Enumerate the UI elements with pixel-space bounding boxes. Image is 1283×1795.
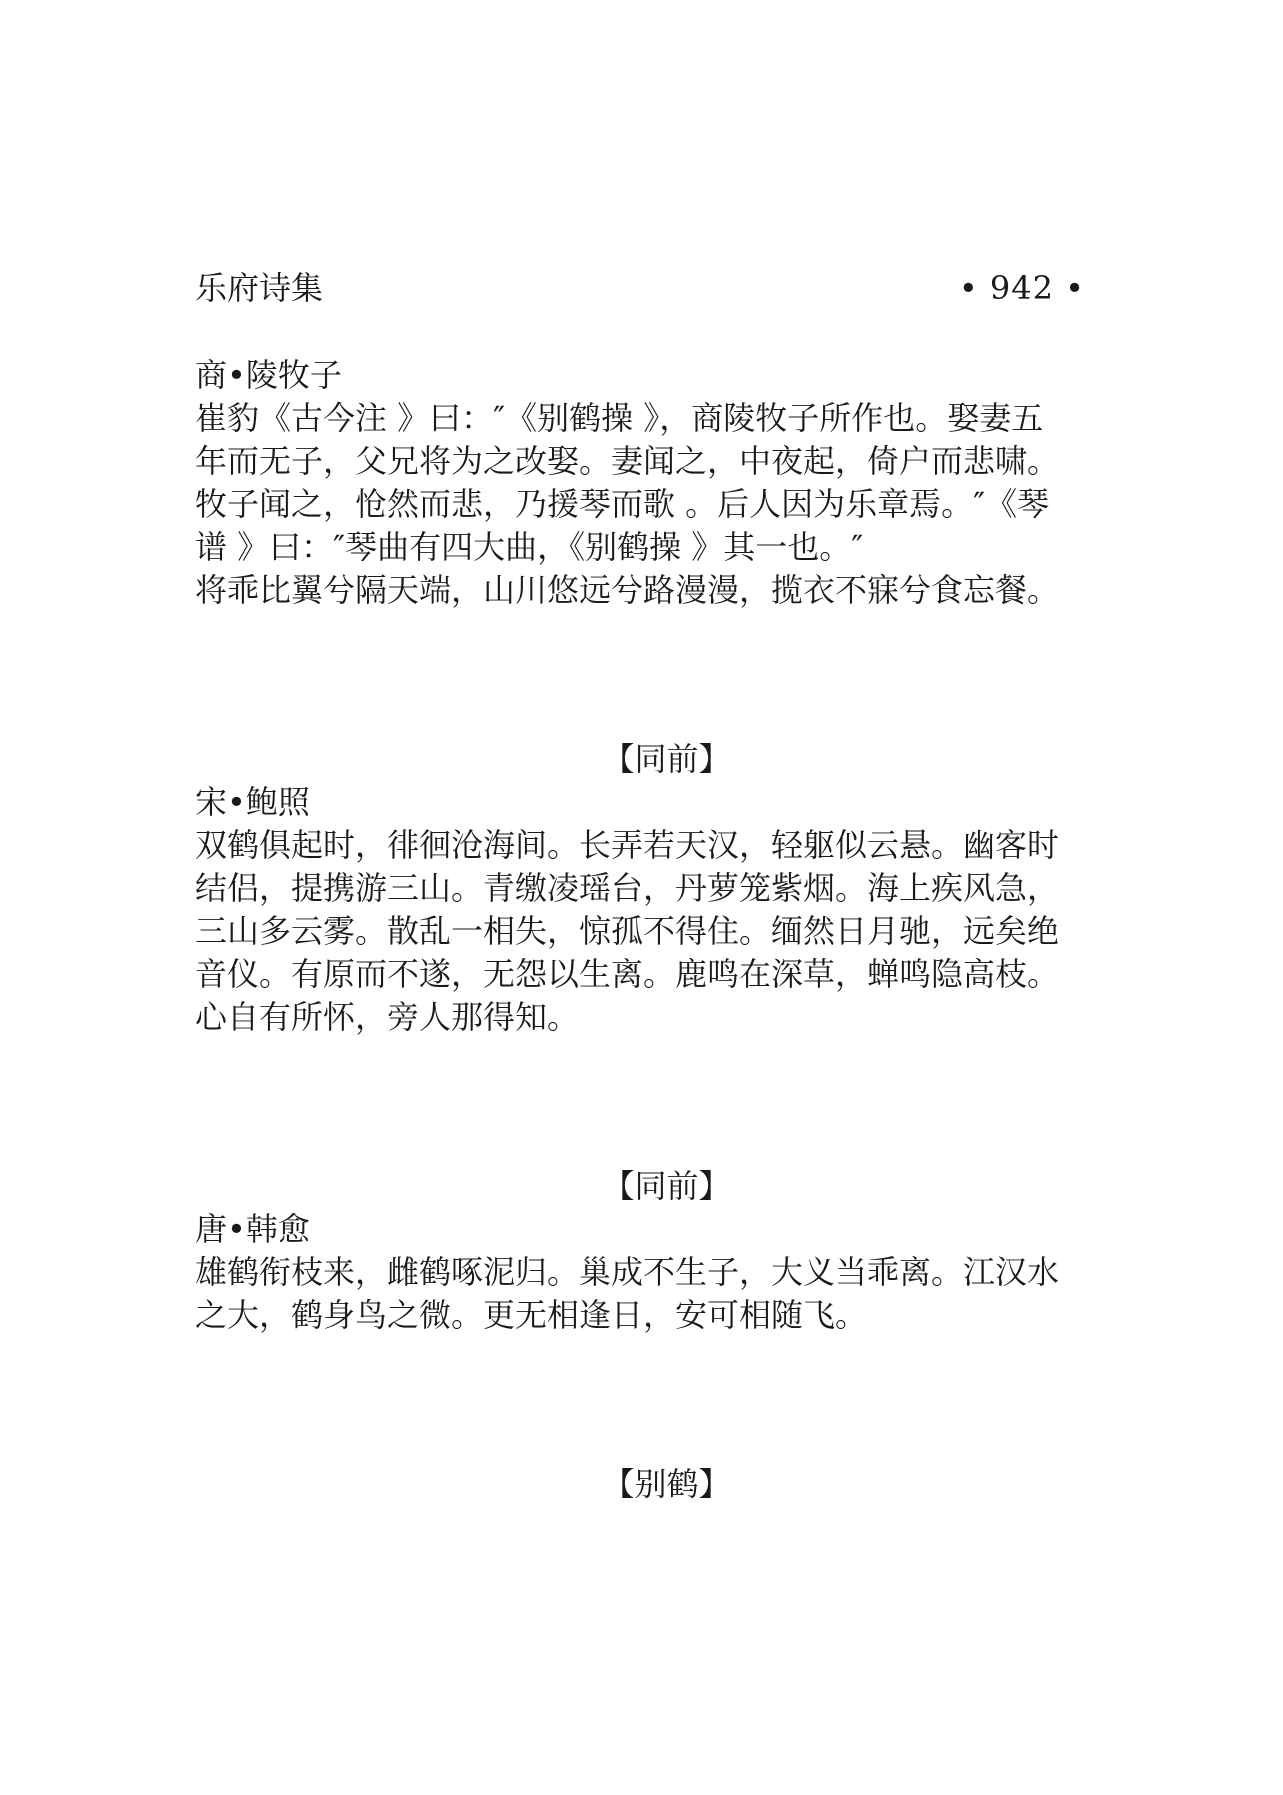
section-author: 宋•鲍照 [195, 783, 310, 821]
poem-line: 心自有所怀，旁人那得知。 [195, 998, 580, 1036]
section-title: 【别鹤】 [602, 1465, 731, 1503]
poem-line: 结侣，提携游三山。青缴凌瑶台，丹萝笼紫烟。海上疾风急， [195, 869, 1060, 907]
text-line: 崔豹《古今注 》曰：″《别鹤操 》，商陵牧子所作也。娶妻五 [195, 399, 1044, 437]
text-line: 年而无子，父兄将为之改娶。妻闻之，中夜起，倚户而悲啸。 [195, 442, 1060, 480]
section-author: 商•陵牧子 [195, 356, 342, 394]
page-header [195, 266, 1085, 310]
section-author: 唐•韩愈 [195, 1210, 310, 1248]
book-title: 乐府诗集 [195, 269, 324, 307]
section-title: 【同前】 [602, 740, 731, 778]
page-number: • 942 • [958, 269, 1085, 307]
poem-line: 将乖比翼兮隔天端，山川悠远兮路漫漫，揽衣不寐兮食忘餐。 [195, 571, 1060, 609]
poem-line: 雄鹤衔枝来，雌鹤啄泥归。巢成不生子，大义当乖离。江汉水 [195, 1253, 1060, 1291]
poem-line: 音仪。有原而不遂，无怨以生离。鹿鸣在深草，蝉鸣隐高枝。 [195, 955, 1060, 993]
poem-line: 三山多云雾。散乱一相失，惊孤不得住。缅然日月驰，远矣绝 [195, 912, 1060, 950]
section-title: 【同前】 [602, 1167, 731, 1205]
poem-line: 双鹤俱起时，徘徊沧海间。长弄若天汉，轻躯似云悬。幽客时 [195, 826, 1060, 864]
text-line: 谱 》曰：″琴曲有四大曲，《别鹤操 》其一也。″ [195, 528, 864, 566]
text-line: 牧子闻之，怆然而悲，乃援琴而歌 。后人因为乐章焉。″《琴 [195, 485, 1050, 523]
poem-line: 之大，鹤身鸟之微。更无相逢日，安可相随飞。 [195, 1296, 868, 1334]
